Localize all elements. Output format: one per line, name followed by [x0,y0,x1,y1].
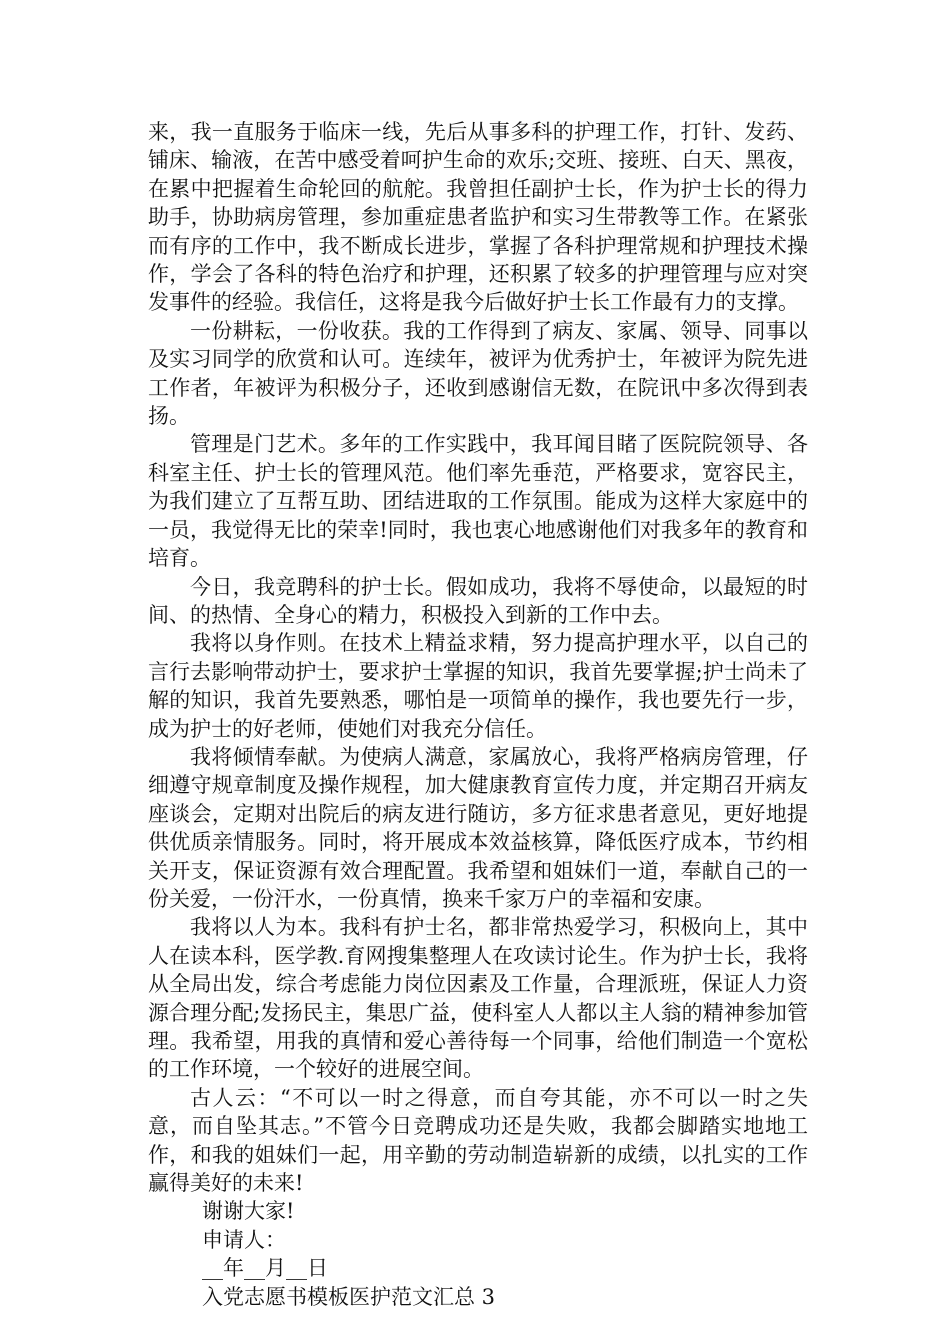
paragraph-8: 古人云：“不可以一时之得意，而自夸其能，亦不可以一时之失意，而自坠其志。”不管今日竞聘成功还是失败，我都会脚踏实地地工作，和我的姐妹们一起，用辛勤的劳动制造崭新的成绩，以扎实的工作赢得美好的未来! [148,1085,808,1196]
paragraph-4: 今日，我竞聘科的护士长。假如成功，我将不辱使命，以最短的时间、的热情、全身心的精力，积极投入到新的工作中去。 [148,574,808,627]
paragraph-6: 我将倾情奉献。为使病人满意，家属放心，我将严格病房管理，仔细遵守规章制度及操作规程，加大健康教育宣传力度，并定期召开病友座谈会，定期对出院后的病友进行随访，多方征求患者意见，更好地提供优质亲情服务。同时，将开展成本效益核算，降低医疗成本，节约相关开支，保证资源有效合理配置。我希望和姐妹们一道，奉献自己的一份关爱，一份汗水，一份真情，换来千家万户的幸福和安康。 [148,744,808,911]
document-body [148,118,808,1311]
paragraph-3: 管理是门艺术。多年的工作实践中，我耳闻目睹了医院院领导、各科室主任、护士长的管理风范。他们率先垂范，严格要求，宽容民主，为我们建立了互帮互助、团结进取的工作氛围。能成为这样大家庭中的一员，我觉得无比的荣幸!同时，我也衷心地感谢他们对我多年的教育和培育。 [148,432,808,571]
paragraph-1: 来，我一直服务于临床一线，先后从事多科的护理工作，打针、发药、铺床、输液，在苦中感受着呵护生命的欢乐;交班、接班、白天、黑夜，在累中把握着生命轮回的航舵。我曾担任副护士长，作为护士长的得力助手，协助病房管理，参加重症患者监护和实习生带教等工作。在紧张而有序的工作中，我不断成长进步，掌握了各科护理常规和护理技术操作，学会了各科的特色治疗和护理，还积累了较多的护理管理与应对突发事件的经验。我信任，这将是我今后做好护士长工作最有力的支撑。 [148,120,808,315]
paragraph-7: 我将以人为本。我科有护士名，都非常热爱学习，积极向上，其中人在读本科，医学教.育网搜集整理人在攻读讨论生。作为护士长，我将从全局出发，综合考虑能力岗位因素及工作量，合理派班，保证人力资源合理分配;发扬民主，集思广益，使科室人人都以主人翁的精神参加管理。我希望，用我的真情和爱心善待每一个同事，给他们制造一个宽松的工作环境，一个较好的进展空间。 [148,915,808,1082]
thanks-line: 谢谢大家! [202,1199,295,1224]
paragraph-5: 我将以身作则。在技术上精益求精，努力提高护理水平，以自己的言行去影响带动护士，要求护士掌握的知识，我首先要掌握;护士尚未了解的知识，我首先要熟悉，哪怕是一项简单的操作，我也要先行一步，成为护士的好老师，使她们对我充分信任。 [148,631,808,741]
next-section-title: 入党志愿书模板医护范文汇总 3 [202,1284,496,1309]
paragraph-2: 一份耕耘，一份收获。我的工作得到了病友、家属、领导、同事以及实习同学的欣赏和认可。连续年，被评为优秀护士，年被评为院先进工作者，年被评为积极分子，还收到感谢信无数，在院讯中多次得到表扬。 [148,318,808,429]
date-line: __年__月__日 [202,1256,328,1281]
applicant-line: 申请人： [202,1227,286,1252]
